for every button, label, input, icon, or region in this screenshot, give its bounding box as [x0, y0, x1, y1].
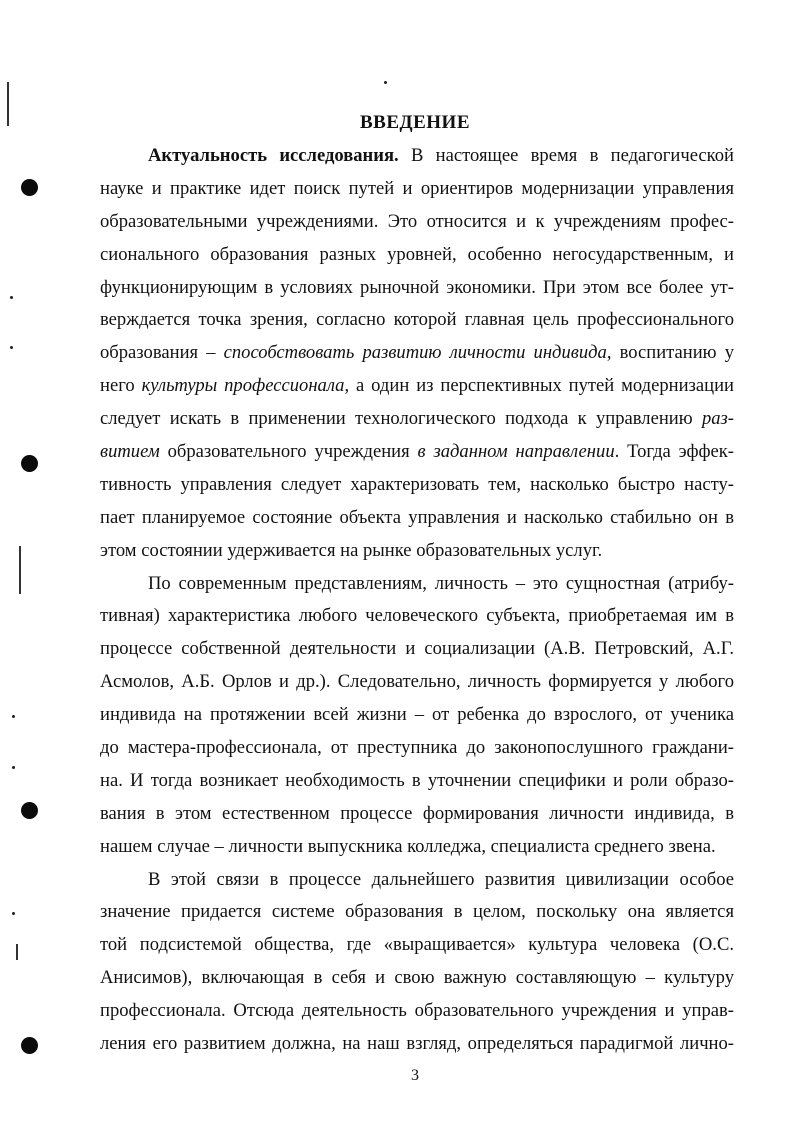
text-run: . Тогда эффек- [614, 441, 734, 463]
text-line [100, 666, 734, 699]
text-run: сионального образования разных уровней, особенно негосударственным, и [100, 243, 734, 265]
text-line [100, 436, 734, 469]
text-run: профессионала. Отсюда деятельность образовательного учреждения и управ- [100, 1000, 734, 1022]
text-run: на. И тогда возникает необходимость в уточнении специфики и роли образо- [100, 769, 734, 791]
text-run: той подсистемой общества, где «выращивается» культура человека (О.С. [100, 934, 734, 956]
text-line [100, 929, 734, 962]
text-line [100, 633, 734, 666]
text-line [100, 239, 734, 272]
text-line [100, 173, 734, 206]
punch-hole [21, 1037, 38, 1054]
text-run: образования – [100, 342, 224, 364]
scan-speck [384, 81, 387, 84]
text-line [100, 403, 734, 436]
text-run: науке и практике идет поиск путей и ориентиров модернизации управления [100, 177, 734, 199]
text-run: Анисимов), включающая в себя и свою важную составляющую – культуру [100, 967, 734, 989]
text-line [100, 600, 734, 633]
punch-hole [21, 455, 38, 472]
text-line [100, 535, 734, 568]
text-run: , а один из перспективных путей модернизации [344, 375, 735, 397]
text-line [100, 864, 734, 897]
body-text [100, 140, 734, 1061]
text-line [100, 699, 734, 732]
text-line [100, 206, 734, 239]
text-line [100, 304, 734, 337]
scan-edge-mark [16, 944, 18, 960]
text-line [100, 370, 734, 403]
text-line [100, 272, 734, 305]
scan-speck [10, 296, 13, 299]
text-run: функционирующим в условиях рыночной экономики. При этом все более ут- [100, 276, 734, 298]
text-line [100, 798, 734, 831]
scan-speck [12, 766, 15, 769]
text-line [100, 995, 734, 1028]
text-line [100, 469, 734, 502]
text-run: культуры профессионала [141, 375, 345, 397]
text-line [100, 765, 734, 798]
text-run: В настоящее время в педагогической [398, 145, 734, 166]
text-run: , воспитанию у [606, 342, 734, 364]
scan-edge-mark [19, 546, 21, 594]
text-line [100, 732, 734, 765]
text-run: образовательного учреждения [159, 441, 418, 463]
page-number: 3 [411, 1067, 419, 1084]
text-run: нашем случае – личности выпускника колледжа, специалиста среднего звена. [100, 835, 716, 857]
text-run: тивная) характеристика любого человеческого субъекта, приобретаемая им в [100, 605, 734, 627]
text-line [100, 831, 734, 864]
scan-speck [12, 715, 15, 718]
text-run: ления его развитием должна, на наш взгляд, определяться парадигмой лично- [100, 1033, 734, 1055]
text-run: раз- [701, 408, 734, 430]
text-run: значение придается системе образования в целом, поскольку она является [100, 901, 734, 923]
text-line [100, 1028, 734, 1061]
text-run: индивида на протяжении всей жизни – от ребенка до взрослого, от ученика [100, 704, 734, 726]
text-line [100, 140, 734, 173]
text-line [100, 568, 734, 601]
text-run: этом состоянии удерживается на рынке образовательных услуг. [100, 539, 603, 561]
text-run: По современным представлениям, личность – это сущностная (атрибу- [148, 572, 734, 594]
text-run: верждается точка зрения, согласно которой главная цель профессионального [100, 309, 734, 331]
text-run: пает планируемое состояние объекта управления и насколько стабильно он в [100, 506, 734, 528]
text-line [100, 337, 734, 370]
punch-hole [21, 802, 38, 819]
punch-hole [21, 179, 38, 196]
text-line [100, 962, 734, 995]
text-line [100, 502, 734, 535]
text-run: В этой связи в процессе дальнейшего развития цивилизации особое [148, 868, 734, 890]
text-run: процессе собственной деятельности и социализации (А.В. Петровский, А.Г. [100, 638, 734, 660]
text-run: до мастера-профессионала, от преступника до законопослушного граждани- [100, 737, 734, 759]
text-run: Актуальность исследования. [148, 145, 399, 166]
text-run: Асмолов, А.Б. Орлов и др.). Следовательно, личность формируется у любого [100, 671, 734, 693]
text-run: следует искать в применении технологического подхода к управлению [100, 408, 702, 430]
text-run: витием [100, 441, 160, 463]
text-run: образовательными учреждениями. Это относится и к учреждениям профес- [100, 210, 734, 232]
scan-speck [12, 912, 15, 915]
scan-speck [10, 346, 13, 349]
text-run: него [100, 375, 142, 397]
text-run: вания в этом естественном процессе формирования личности индивида, в [100, 802, 734, 824]
text-run: тивность управления следует характеризовать тем, насколько быстро насту- [100, 473, 734, 495]
text-run: способствовать развитию личности индивида [223, 342, 607, 364]
text-run: в заданном направлении [417, 441, 615, 463]
text-line [100, 896, 734, 929]
section-heading: ВВЕДЕНИЕ [360, 112, 470, 133]
